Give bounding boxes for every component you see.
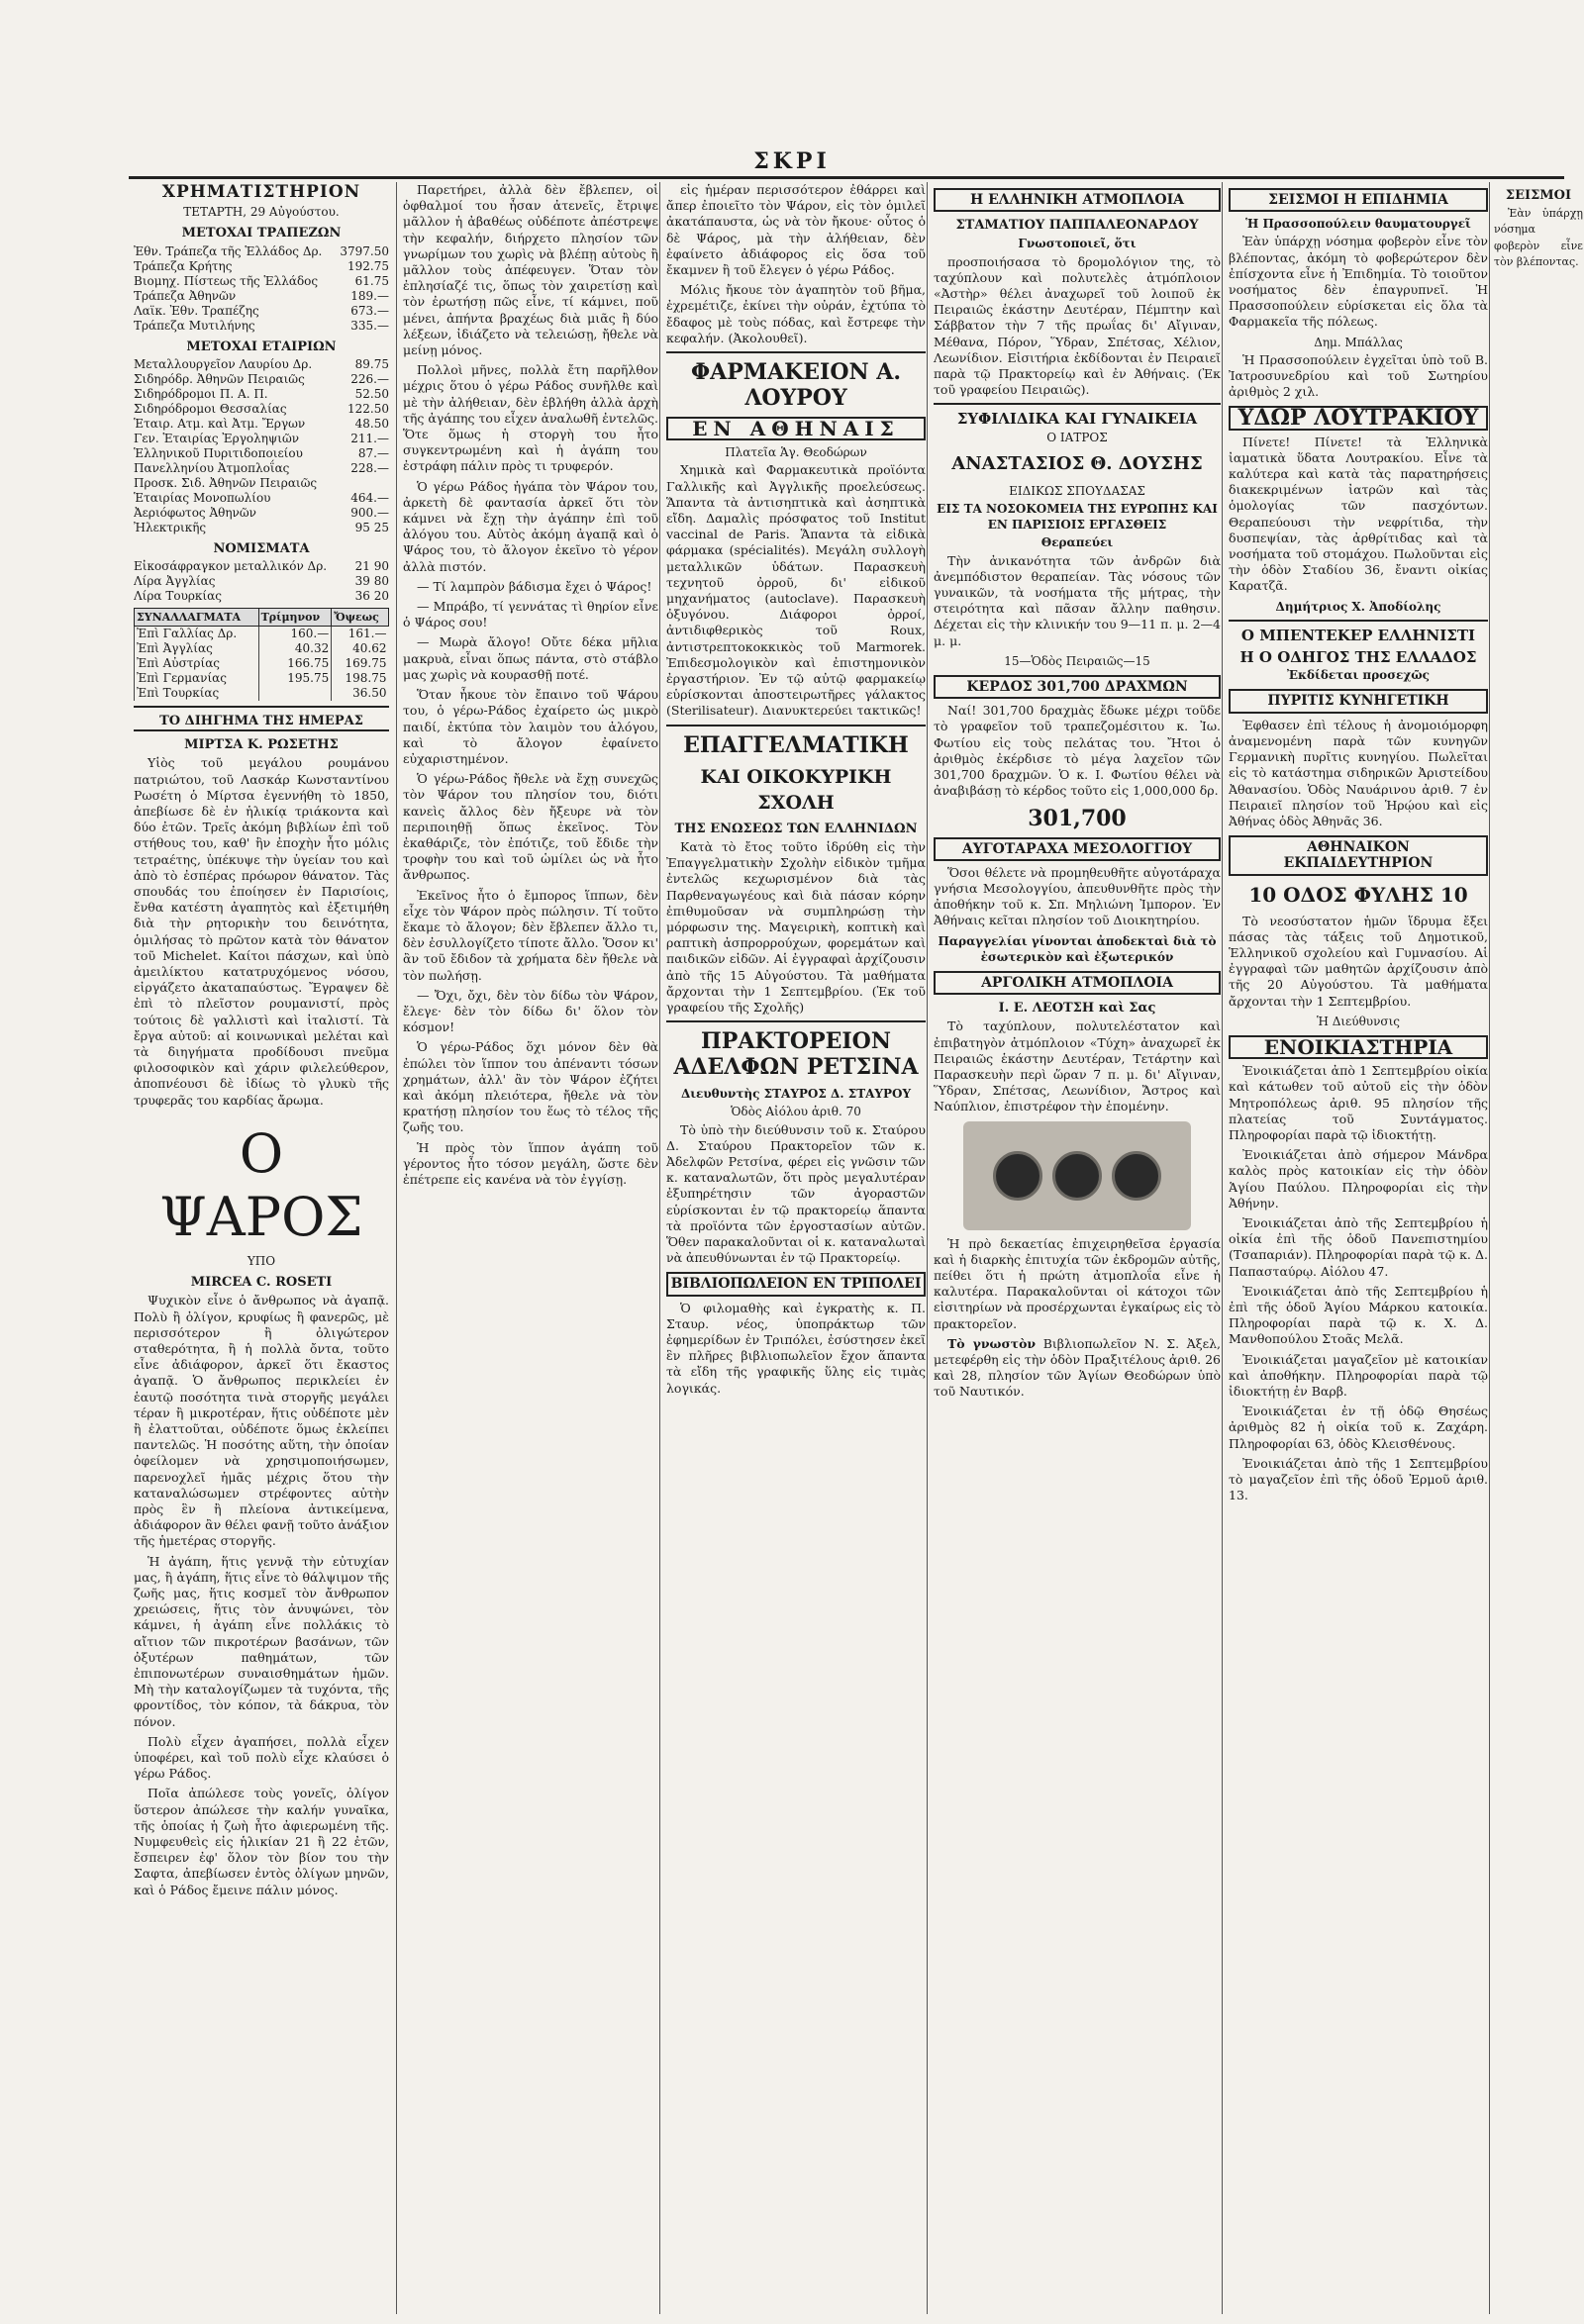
row-value: 39 80 <box>354 574 389 589</box>
row-label: Ἐθν. Τράπεζα τῆς Ἑλλάδος Δρ. <box>134 243 323 258</box>
roe-title: ΑΥΓΟΤΑΡΑΧΑ ΜΕΣΟΛΟΓΓΙΟΥ <box>934 837 1221 861</box>
company-row <box>134 476 389 491</box>
divider <box>666 351 926 353</box>
rentals-list <box>1229 1063 1488 1503</box>
banks-title: ΜΕΤΟΧΑΙ ΤΡΑΠΕΖΩΝ <box>181 226 342 242</box>
rental-item: Ἐνοικιάζεται ἀπὸ τῆς Σεπτεμβρίου ἡ ἐπὶ τῆς ὁδοῦ Ἁγίου Μάρκου κατοικία. Πληροφορίαι παρὰ τῷ κ. Χ. Δ. Μανθοπούλου Στοᾶς Μελᾶ. <box>1229 1283 1488 1347</box>
argolic-subtitle: Ι. Ε. ΛΕΟΤΣΗ καὶ Σας <box>998 1001 1156 1017</box>
row-label: Ἑταιρ. Ατμ. καὶ Ἀτμ. Ἔργων <box>134 416 306 431</box>
fx-row <box>135 686 389 701</box>
advert-illustration <box>963 1121 1191 1230</box>
fx-row <box>135 671 389 686</box>
fx-sight: 198.75 <box>332 671 389 686</box>
story-paragraph: Μόλις ἤκουε τὸν ἀγαπητὸν τοῦ βῆμα, ἐχρεμέτιζε, ἐκίνει τὴν οὐράν, ἐχτύπα τὸ ἔδαφος μὲ τοὺς πόδας, καὶ ἔστρεφε τὴν κεφαλήν. (Ἀκολουθεῖ). <box>666 282 926 345</box>
story-paragraph: Ἐκεῖνος ἦτο ὁ ἔμπορος ἵππων, δὲν εἶχε τὸν Ψάρον πρὸς πώλησιν. Τί τοῦτο ἔκαμε τὸ ἄλογον; δὲν ἔβλεπεν ἄλλο τι, δὲν ἐσυλλογίζετο τίποτε ἄλλο. Ὅσον κι' ἂν τοῦ ἔδιδον τὰ χρήματα δὲν ἤθελε νὰ τὸν πωλήσῃ. <box>403 887 658 983</box>
exchange-title: ΧΡΗΜΑΤΙΣΤΗΡΙΟΝ <box>161 182 361 202</box>
fx-header-name: ΣΥΝΑΛΛΑΓΜΑΤΑ <box>135 609 259 627</box>
story-dialogue: — Ὄχι, ὄχι, δὲν τὸν δίδω τὸν Ψάρον, ἔλεγε· δὲν τὸν δίδω δι' ὅλον τὸν κόσμον! <box>403 987 658 1035</box>
school-title-3: ΤΗΣ ΕΝΩΣΕΩΣ ΤΩΝ ΕΛΛΗΝΙΔΩΝ <box>674 821 918 836</box>
story-paragraph: εἰς ἡμέραν περισσότερον ἐθάρρει καὶ ἄπερ ἐποιεῖτο τὸν Ψάρον, εἰς τὸν ὁμιλεῖ ἀκατάπαυστα, ὡς νὰ τὸν ἤκουε· οὗτος ὁ δὲ Ψάρος, μὰ τὴν ἀλήθειαν, δὲν ἐφαίνετο ἀδιάφορος εἰς ὅσα τοῦ ἔκαμνεν ἢ τοῦ ἔλεγεν ὁ γέρω Ράδος. <box>666 182 926 278</box>
water-text: Πίνετε! Πίνετε! τὰ Ἑλληνικὰ ἰαματικὰ ὕδατα Λουτρακίου. Εἶνε τὰ καλύτερα καὶ κατὰ τὰς παρατηρήσεις διακεκριμένων ἰατρῶν καὶ τὰς ὁμολογίας τῶν πασχόντων. Θεραπεύουσι τὴν νεφρίτιδα, τὴν δυσπεψίαν, τὰς ἀρθρίτιδας καὶ τὰ νοσήματα τοῦ στομάχου. Πωλοῦνται εἰς τὴν ὁδὸν Σταδίου 36, ἔναντι οἰκίας Καρατζᾶ. <box>1229 434 1488 594</box>
coins-table <box>134 559 389 604</box>
roe-text: Ὅσοι θέλετε νὰ προμηθευθῆτε αὐγοτάραχα γνήσια Μεσολογγίου, ἀπευθυνθῆτε πρὸς τὴν ἀποθήκην τοῦ κ. Σπ. Μηλιώνη Ἰμπορον. Ἐν Ἀθήναις κεῖται πλησίον τοῦ Διοικητηρίου. <box>934 864 1221 928</box>
column-2 <box>396 182 658 2314</box>
story-paragraph: Πολὺ εἶχεν ἀγαπήσει, πολλὰ εἶχεν ὑποφέρει, καὶ τοῦ πολὺ εἶχε κλαύσει ὁ γέρω Ράδος. <box>134 1733 389 1782</box>
argolic-text-2: Ἡ πρὸ δεκαετίας ἐπιχειρηθεῖσα ἐργασία καὶ ἡ διαρκὴς ἐπιτυχία τῶν ἐκδρομῶν αὐτῆς, πείθει ὅτι ἡ πρώτη ἀτμοπλοΐα εἶνε ἡ καλυτέρα. Παρακαλοῦνται οἱ κάτοχοι τῶν εἰσιτηρίων νὰ προσέρχωνται ἐγκαίρως εἰς τὸ πρακτορεῖον. <box>934 1235 1221 1331</box>
coin-row <box>134 589 389 604</box>
rental-item: Ἐνοικιάζεται ἀπὸ τῆς 1 Σεπτεμβρίου τὸ μαγαζεῖον ἐπὶ τῆς ὁδοῦ Ἑρμοῦ ἀριθ. 13. <box>1229 1455 1488 1503</box>
story-paragraph: Ἡ ἀγάπη, ἥτις γεννᾷ τὴν εὐτυχίαν μας, ἢ ἀγάπη, ἥτις εἶνε τὸ θάλψιμον τῆς ζωῆς μας, ἥτις κοσμεῖ τὸν ἄνθρωπον χρειώσεις, ἥτις τὸν ἀνυψώνει, τὸν κάμνει, ἡ ἀγάπη εἶνε πολλάκις τὸ αἴτιον τῶν πικροτέρων βασάνων, τῶν ὀξυτέρων παθημάτων, τῶν ἐπιπονωτέρων συναισθημάτων ἡμῶν. Μὴ τὴν καταλογίζωμεν τὰ τυχόντα, τῆς φροντίδος, τὸν κόπον, τὰ δάκρυα, τὸν πόνον. <box>134 1553 389 1729</box>
fx-row <box>135 641 389 656</box>
row-label: Ἑλληνικοῦ Πυριτιδοποιείου <box>134 445 303 460</box>
bookshop-title: Τὸ γνωστὸν <box>947 1335 1037 1351</box>
rental-item: Ἐνοικιάζεται ἀπὸ σήμερον Μάνδρα καλὸς πρὸς κατοικίαν εἰς τὴν ὁδὸν Ἁγίου Παύλου. Πληροφορίαι εἰς τὴν Ἀθήνην. <box>1229 1147 1488 1210</box>
row-label: Τράπεζα Ἀθηνῶν <box>134 288 237 303</box>
guide-title: Ο ΜΠΕΝΤΕΚΕΡ ΕΛΛΗΝΙΣΤΙ <box>1240 626 1476 644</box>
row-value: 89.75 <box>354 356 389 371</box>
row-value: 900.— <box>350 505 389 520</box>
edge-text: Ἐὰν ὑπάρχῃ νόσημα φοβερὸν εἶνε τὸν βλέποντας. <box>1494 207 1583 268</box>
story-paragraph: Ποῖα ἀπώλεσε τοὺς γονεῖς, ὀλίγον ὕστερον ἀπώλεσε τὴν καλήν γυναῖκα, τῆς ὁποίας ἡ ζωὴ ἦτο ἀφιερωμένη τῆς. Νυμφευθεὶς εἰς ἡλικίαν 21 ἢ 22 ἐτῶν, ἔσπειρεν ἐφ' ὅλον τὸν βίον του τὴν Σαφτα, ἀπεβίωσεν ἐντὸς ὀλίγων μηνῶν, καὶ ὁ Ράδος ἔμεινε πάλιν μόνος. <box>134 1786 389 1897</box>
row-label: Λαϊκ. Ἐθν. Τραπέζης <box>134 303 259 318</box>
gunpowder-text: Ἐφθασεν ἐπὶ τέλους ἡ ἀνομοιόμορφη ἀναμενομένη παρὰ τῶν κυνηγῶν Γερμανικὴ πυρῖτις κυνηγίου. Πωλεῖται εἰς τὸ κατάστημα σιδηρικῶν Ἀριστείδου Ἀθανασίου. Ὁδὸς Ναυάρινου ἀριθ. 7 ἐν Πειραιεῖ πλησίον τοῦ Ἡρῴου καὶ εἰς Ἀθήνας ὁδὸς Ἀθηνᾶς 36. <box>1229 717 1488 828</box>
row-label: Σιδηρόδρομοι Π. Α. Π. <box>134 386 268 401</box>
story-paragraph: Πολλοὶ μῆνες, πολλὰ ἔτη παρῆλθον μέχρις ὅτου ὁ γέρω Ράδος συνῆλθε καὶ μὲ τὴν ἀλήθειαν, δὲν ἐβλήθη ἀλλὰ ἀρχὴ τῆς ἀγάπης του εἶχεν ἀναλωθῆ ἐντελῶς. Ὅτε ὅμως ἡ στοργὴ του ἦτο συγκεντρωμένη καὶ ἡ ἀγάπη του ἐστράφη πάλιν πρὸς τι τρυφερόν. <box>403 362 658 474</box>
row-label: Τράπεζα Κρήτης <box>134 258 233 273</box>
story-dialogue: — Μπράβο, τί γεννάτας τὶ θηρίον εἶνε ὁ Ψάρος σου! <box>403 599 658 630</box>
story-paragraph: Ὁ γέρω Ράδος ἠγάπα τὸν Ψάρον του, ἀρκετὴ δὲ φαντασία ἀρκεῖ ὅτι τὸν κάμνει νὰ ἔχῃ τὴν ἀγάπην ἐπὶ τοῦ ἀλόγου του. Αὐτὸς ἀκόμη ἀγαπᾷ καὶ ὁ Ψάρος του, τὸ ἄλογον ἐκεῖνο τὸ γέρον ἀλλὰ πιστόν. <box>403 478 658 574</box>
story-paragraph: Ὁ γέρω-Ράδος ὅχι μόνον δὲν θὰ ἐπώλει τὸν ἵππον του ἀπέναντι τόσων χρημάτων, ἀλλ' ἂν τὸν Ψάρον ἐζήτει καὶ ἀκόμη πλειότερα, ἤθελε νὰ τὸν κρατήσῃ πλησίον του ἕως τὸ τέλος τῆς ζωῆς του. <box>403 1039 658 1135</box>
books-text: Ὁ φιλομαθὴς καὶ ἐγκρατὴς κ. Π. Σταυρ. νέος, ὑποπράκτωρ τῶν ἐφημερίδων ἐν Τριπόλει, ἐσύστησεν ἐκεῖ ἓν πλῆρες βιβλιοπωλεῖον ἔχον ἅπαντα τὰ εἴδη τῆς γραφικῆς ὕλης εἰς τιμὰς λογικάς. <box>666 1300 926 1396</box>
column-1 <box>134 182 389 2314</box>
guide-subtitle: Η Ο ΟΔΗΓΟΣ ΤΗΣ ΕΛΛΑΔΟΣ <box>1239 648 1477 667</box>
row-label: Σιδηρόδρ. Ἀθηνῶν Πειραιῶς <box>134 371 305 386</box>
bank-row <box>134 304 389 319</box>
doctor-address: 15—Ὁδὸς Πειραιῶς—15 <box>1004 653 1150 668</box>
row-label: Βιομηχ. Πίστεως τῆς Ἑλλάδος <box>134 273 319 288</box>
steamship-subtitle: ΣΤΑΜΑΤΙΟΥ ΠΑΠΠΑΛΕΟΝΑΡΔΟΥ <box>955 218 1199 234</box>
fx-row <box>135 627 389 642</box>
fx-3m: 160.— <box>258 627 332 642</box>
agency-text: Τὸ ὑπὸ τὴν διεύθυνσιν τοῦ κ. Σταύρου Δ. Σταύρου Πρακτορεῖον τῶν κ. Ἀδελφῶν Ρετσίνα, φέρει εἰς γνῶσιν τῶν κ. καταναλωτῶν, ὅτι πρὸς μεγαλυτέραν ἐξυπηρέτησιν τῶν ἀγοραστῶν εὑρίσκονται ἐν τῷ πρακτορείῳ ἅπαντα τὰ προϊόντα τῶν ἐργοστασίων αὐτῶν. Ὅθεν παρακαλοῦνται οἱ κ. καταναλωταὶ νὰ ἀπευθύνωνται ἐν τῷ Πρακτορείῳ. <box>666 1121 926 1266</box>
argolic-title: ΑΡΓΟΛΙΚΗ ΑΤΜΟΠΛΟΙΑ <box>934 971 1221 995</box>
fx-table <box>134 608 389 701</box>
doctor-kicker: Θεραπεύει <box>1040 535 1114 550</box>
rental-item: Ἐνοικιάζεται ἀπὸ τῆς Σεπτεμβρίου ἡ οἰκία ἐπὶ τῆς ὁδοῦ Πανεπιστημίου (Τσαπαριάν). Πληροφορίαι παρὰ τῷ κ. Δ. Παπασταύρῳ. Αἰόλου 47. <box>1229 1214 1488 1279</box>
rental-item: Ἐνοικιάζεται ἀπὸ 1 Σεπτεμβρίου οἰκία καὶ κάτωθεν τοῦ αὐτοῦ εἰς τὴν ὁδὸν Μητροπόλεως ἀριθ. 95 πλησίον τῆς πλατείας τοῦ Συντάγματος. Πληροφορίαι παρὰ τῷ ἰδιοκτήτῃ. <box>1229 1063 1488 1142</box>
fx-sight: 40.62 <box>332 641 389 656</box>
argolic-text: Τὸ ταχύπλουν, πολυτελέστατον καὶ ἐπιβατηγὸν ἀτμόπλοιον «Τύχη» ἀναχωρεῖ ἐκ Πειραιῶς ἑκάστην Δευτέραν, Τετάρτην καὶ Παρασκευὴν περὶ ὥραν 7 π. μ. δι' Αἴγιναν, Ὕδραν, Σπέτσας, Λεωνίδιον, Ἄστρος καὶ Ναύπλιον, ἐπιστρέφον τὴν ἑπομένην. <box>934 1018 1221 1114</box>
gunpowder-title: ΠΥΡΙΤΙΣ ΚΥΝΗΓΕΤΙΚΗ <box>1229 689 1488 713</box>
row-value: 95 25 <box>354 520 389 534</box>
companies-title: ΜΕΤΟΧΑΙ ΕΤΑΙΡΙΩΝ <box>186 339 337 354</box>
fx-3m: 40.32 <box>258 641 332 656</box>
row-label: Μεταλλουργεῖον Λαυρίου Δρ. <box>134 356 313 371</box>
lottery-title: ΚΕΡΔΟΣ 301,700 ΔΡΑΧΜΩΝ <box>934 675 1221 699</box>
row-value: 122.50 <box>347 401 389 416</box>
divider <box>134 706 389 708</box>
fx-name: Ἐπὶ Αὐστρίας <box>135 656 259 671</box>
company-row <box>134 432 389 446</box>
coins-title: ΝΟΜΙΣΜΑΤΑ <box>213 540 310 556</box>
guide-kicker: Ἐκδίδεται προσεχῶς <box>1287 668 1430 683</box>
rentals-title: ΕΝΟΙΚΙΑΣΤΗΡΙΑ <box>1229 1035 1488 1059</box>
fx-name: Ἐπὶ Τουρκίας <box>135 686 259 701</box>
epidemic-note: Ἡ Πρασσοπούλειν ἐγχεῖται ὑπὸ τοῦ Β. Ἰατροσυνεδρίου καὶ τοῦ Σωτηρίου ἀριθμὸς 2 χιλ. <box>1229 351 1488 400</box>
school-text: Κατὰ τὸ ἔτος τοῦτο ἱδρύθη εἰς τὴν Ἐπαγγελματικὴν Σχολὴν εἰδικὸν τμῆμα ἐντελῶς κεχωρισμένον διὰ τὰς Παρθεναγωγέους καὶ διὰ πάσαν κόρην ἐπιθυμοῦσαν νὰ συμπληρώσῃ τὴν μόρφωσιν της. Μαγειρικὴ, κοπτικὴ καὶ ραπτικὴ ἀσπρορρούχων, φορεμάτων καὶ παιδικῶν εἰδῶν. Αἱ ἐγγραφαὶ ἀρχίζουσιν ἀπὸ τῆς 15 Αὐγούστου. Τὰ μαθήματα ἄρχονται τὴν 1 Σεπτεμβρίου. (Ἐκ τοῦ γραφείου τῆς Σχολῆς) <box>666 838 926 1015</box>
row-label: Γεν. Ἑταιρίας Ἐργοληψιῶν <box>134 431 300 445</box>
company-row <box>134 402 389 417</box>
row-value: 21 90 <box>354 559 389 574</box>
doctor-name: ΑΝΑΣΤΑΣΙΟΣ Θ. ΔΟΥΣΗΣ <box>951 452 1203 474</box>
row-value: 228.— <box>350 460 389 475</box>
bookshop-text: Βιβλιοπωλεῖον Ν. Σ. Ἀξελ, μετεφέρθη εἰς τὴν ὁδὸν Πραξιτέλους ἀριθ. 26 καὶ 28, πλησίον τῶν Ἁγίων Θεοδώρων ὑπὸ τοῦ Ναυτικόν. <box>934 1335 1221 1400</box>
water-title: ΥΔΩΡ ΛΟΥΤΡΑΚΙΟΥ <box>1229 406 1488 430</box>
fx-sight: 161.— <box>332 627 389 642</box>
school-title-2: ΚΑΙ ΟΙΚΟΚΥΡΙΚΗ ΣΧΟΛΗ <box>700 765 892 814</box>
row-value: 211.— <box>350 431 389 445</box>
fx-row <box>135 656 389 671</box>
coin-image <box>1112 1151 1161 1201</box>
row-label: Πανελληνίου Ἀτμοπλοΐας <box>134 460 290 475</box>
row-value: 87.— <box>357 445 389 460</box>
fx-name: Ἐπὶ Γαλλίας Δρ. <box>135 627 259 642</box>
doctor-pre: Ο ΙΑΤΡΟΣ <box>1046 430 1108 444</box>
edge-title: ΣΕΙΣΜΟΙ <box>1505 188 1572 203</box>
coin-image <box>1052 1151 1102 1201</box>
bank-row <box>134 244 389 259</box>
company-row <box>134 461 389 476</box>
agency-address: Ὁδὸς Αἰόλου ἀριθ. 70 <box>731 1105 861 1119</box>
masthead: ΣΚΡΙ <box>753 148 831 174</box>
rental-item: Ἐνοικιάζεται μαγαζεῖον μὲ κατοικίαν καὶ ἀποθήκην. Πληροφορίαι παρὰ τῷ ἰδιοκτήτῃ ἐν Βαρβ. <box>1229 1351 1488 1399</box>
row-label: Ἑταιρίας Μονοπωλίου <box>134 490 271 505</box>
epidemic-text: Ἐὰν ὑπάρχῃ νόσημα φοβερὸν εἶνε τὸν βλέποντας, ἀκόμη τὸ φοβερώτερον δὲν ἐπίσχοντα εἶνε ἡ Ἐπιδημία. Τὸ τοιοῦτον νοσήματος δὲν ἐπαγρυπνεῖ. Ἡ Πρασσοπούλειν εὑρίσκεται εἰς ὅλα τὰ Φαρμακεῖα τῆς πόλεως. <box>1229 234 1488 330</box>
banks-table <box>134 244 389 334</box>
company-row <box>134 387 389 402</box>
row-label: Λίρα Τουρκίας <box>134 589 222 604</box>
pharmacy-subtitle: ΕΝ ΑΘΗΝΑΙΣ <box>666 417 926 440</box>
company-row <box>134 417 389 432</box>
divider <box>934 403 1221 405</box>
company-row <box>134 357 389 372</box>
story-author: MIRCEA C. ROSETI <box>190 1275 333 1291</box>
coin-image <box>993 1151 1042 1201</box>
row-value: 335.— <box>350 318 389 333</box>
row-value: 673.— <box>350 303 389 318</box>
bank-row <box>134 259 389 274</box>
pharmacy-title: ΦΑΡΜΑΚΕΙΟΝ Α. ΛΟΥΡΟΥ <box>690 359 902 412</box>
story-by: ΥΠΟ <box>247 1253 276 1268</box>
column-4 <box>927 182 1221 2314</box>
story-dialogue: — Τί λαμπρὸν βάδισμα ἔχει ὁ Ψάρος! <box>417 578 652 594</box>
fx-header-sight: Ὄψεως <box>332 609 389 627</box>
bank-row <box>134 274 389 289</box>
epidemic-title: ΣΕΙΣΜΟΙ Η ΕΠΙΔΗΜΙΑ <box>1229 188 1488 212</box>
story-kicker: ΤΟ ΔΙΗΓΗΜΑ ΤΗΣ ΗΜΕΡΑΣ <box>134 714 389 731</box>
fx-name: Ἐπὶ Ἀγγλίας <box>135 641 259 656</box>
column-6 <box>1489 182 1583 2314</box>
bank-row <box>134 319 389 334</box>
story-paragraph: Ἡ πρὸς τὸν ἵππον ἀγάπη τοῦ γέροντος ἦτο τόσον μεγάλη, ὥστε δὲν ἐπέτρεπε εἰς κανένα νὰ τὸν ἐγγίσῃ. <box>403 1139 658 1187</box>
row-value: 61.75 <box>354 273 389 288</box>
school-title-1: ΕΠΑΓΓΕΛΜΑΤΙΚΗ <box>683 731 909 758</box>
lottery-text: Ναί! 301,700 δραχμὰς ἔδωκε μέχρι τοῦδε τὸ γραφεῖον τοῦ τραπεζομέσιτου κ. Ἰω. Φωτίου εἰς τοὺς πελάτας του. Ἤτοι ὁ ἀριθμὸς ἐκέρδισε τὸ μέγα λαχεῖον τῶν 301,700 δραχμῶν. Ὁ κ. Ι. Φωτίου θέλει νὰ ἀναβιβάσῃ τὸ κέρδος τοῦτο εἰς 1,000,000 δρ. <box>934 703 1221 799</box>
company-row <box>134 521 389 535</box>
company-row <box>134 372 389 387</box>
company-row <box>134 446 389 461</box>
companies-table <box>134 357 389 535</box>
story-paragraph: Παρετήρει, ἀλλὰ δὲν ἔβλεπεν, οἱ ὀφθαλμοί του ἦσαν ἀτενεῖς, ἔτριψε μᾶλλον ἡ ἀβαθέως οὐδέποτε ἀπέστρεψε τὴν κεφαλήν, διήρχετο πλησίον τῶν γνωρίμων του χωρὶς νὰ βλέπῃ αὐτοὺς ἢ μᾶλλον τοὺς ἀπέφευγεν. Ὅταν τὸν ἐπλησίαζέ τις, ὅπως τὸν χαιρετίσῃ καὶ τὸν ἐρωτήσῃ πῶς εἶνε, τί κάμνει, ποῦ μένει, ἀπήντα βραχέως διὰ μιᾶς ἢ δύο λέξεων, ἰδιάζετο νὰ τελειώσῃ, ἤθελε νὰ μείνῃ μόνος. <box>403 182 658 358</box>
doctor-where: ΕΙΣ ΤΑ ΝΟΣΟΚΟΜΕΙΑ ΤΗΣ ΕΥΡΩΠΗΣ ΚΑΙ ΕΝ ΠΑΡΙΣΙΟΙΣ ΕΡΓΑΣΘΕΙΣ <box>937 502 1218 533</box>
row-value: 189.— <box>350 288 389 303</box>
story-dialogue: — Μωρὰ ἄλογο! Οὔτε δέκα μῆλια μακρυὰ, εἶναι ὅπως πάντα, στὸ στάβλο μας χωρὶς νὰ κουρασθῇ ποτέ. <box>403 634 658 682</box>
row-label: Εἰκοσάφραγκον μεταλλικόν Δρ. <box>134 559 328 574</box>
story-paragraph: Ψυχικὸν εἶνε ὁ ἄνθρωπος νὰ ἀγαπᾷ. Πολὺ ἢ ὀλίγον, κρυφίως ἢ φανερῶς, μὲ περισσότερον ἢ ὀλιγώτερον σταθερότητα, ἢ ἡ πολλὰ ὄντα, τοῦτο εἶνε ἀδιάφορον, ἀρκεῖ ὅτι ἔκαστος ἀγαπᾷ. Ὁ ἄνθρωπος περικλείει ἐν ἑαυτῷ ποσότητα τινὰ στοργῆς μεγάλει τέραν ἢ μικροτέραν, ἥτις οὐδέποτε μὲν ἢ ἐλαττοῦται, οὐδέποτε ὅμως ἐκλείπει παντελῶς. Ἡ ποσότης αὕτη, τὴν ὁποίαν ὀφείλομεν νὰ χρησιμοποιήσωμεν, παρενοχλεῖ ἡμᾶς μέχρις ὅτου τὴν καταναλώσωμεν στρέφοντες αὐτὴν πρὸς ἓν ἢ πλείονα ἀντικείμενα, ἀδιάφορον ἂν θέλει φανῇ τοῦτο ἀνάξιον τῆς ἡμετέρας στοργῆς. <box>134 1293 389 1549</box>
row-value: 192.75 <box>347 258 389 273</box>
steamship-text: προσποιήσασα τὸ δρομολόγιον της, τὸ ταχύπλουν καὶ πολυτελὲς ἀτμόπλοιον «Ἀστὴρ» θέλει ἀναχωρεῖ τοῦ λοιποῦ ἐκ Πειραιῶς ἑκάστην Δευτέραν, Πέμπτην καὶ Σάββατον τὴν 7 τῆς πρωΐας δι' Αἴγιναν, Μέθανα, Πόρον, Ὕδραν, Σπέτσας, Χέλιον, Λεωνίδιον. Εἰσιτήρια ἐκδίδονται ἐν Πειραιεῖ παρὰ τῷ Πρακτορείῳ καὶ ἐν Ἀθήναις. (Ἐκ τοῦ γραφείου Πειραιῶς). <box>934 253 1221 398</box>
divider <box>666 1020 926 1022</box>
row-label: Προσκ. Σιδ. Ἀθηνῶν Πειραιῶς <box>134 475 318 490</box>
author-name: ΜΙΡΤΣΑ Κ. ΡΩΣΕΤΗΣ <box>184 737 339 753</box>
row-value: 3797.50 <box>340 243 389 258</box>
masthead-rule <box>129 176 1564 179</box>
bank-row <box>134 289 389 304</box>
fx-sight: 36.50 <box>332 686 389 701</box>
fx-3m <box>258 686 332 701</box>
coin-row <box>134 574 389 589</box>
row-value: 464.— <box>350 490 389 505</box>
author-bio: Υἱὸς τοῦ μεγάλου ρουμάνου πατριώτου, τοῦ Λασκάρ Κωνσταντίνου Ρωσέτη ὁ Μίρτσα ἐγεννήθη τὸ 1850, ἀπεβίωσε δὲ ἐν ἡλικίᾳ τριάκοντα καὶ δύο ἐτῶν. Τρεῖς ἀκόμη βιβλίων ἐπὶ τοῦ στήθους του, καθ' ἣν ἐποχὴν ἦτο μόλις τετραέτης, ὑπέκυψε τὴν ὑγείαν του καὶ ἀπὸ τὸ ἐσπέρας πρόωρον θάνατον. Τὰς σπουδάς του ἐποίησεν ἐν Παρισίοις, ἔνθα κατέστη ἀγαπητὸς καὶ ἐξετιμήθη διὰ τὴν ρητορικὴν του δεινότητα, ὁμιλήσας τὸ πρῶτον κατὰ τὸν θάνατον τοῦ Michelet. Καίτοι πάσχων, καὶ ὑπὸ ἀμειλίκτου κατατρυχόμενος νόσου, εἰργάζετο ἀκαταπαύστως. Ἔγραψεν δὲ ἐπὶ τὸ πλεῖστον ρουμανιστί, πρὸς τούτοις δὲ γαλλιστὶ καὶ ἰταλιστί. Τὰ ἔργα αὐτοῦ: αἱ κοινωνικαὶ μελέται καὶ τὰ διηγήματα προδίδουσι πνεῦμα φιλοσοφικὸν καὶ χάριν φιλελεύθερον, ἀποπνέουσι δὲ ἰδίως τὸ γλυκὺ τῆς τρυφερᾶς του καρδίας ἄρωμα. <box>134 755 389 1108</box>
doctor-text: Τὴν ἀνικανότητα τῶν ἀνδρῶν διὰ ἀνεμπόδιστον θεραπείαν. Τὰς νόσους τῶν γυναικῶν, τὰ νοσήματα τῆς μήτρας, τὴν στειρότητα καὶ πᾶσαν ἄλλην παθησιν. Δέχεται εἰς τὴν κλινικήν του 9—11 π. μ. 2—4 μ. μ. <box>934 552 1221 648</box>
doctor-title: ΣΥΦΙΛΙΔΙΚΑ ΚΑΙ ΓΥΝΑΙΚΕΙΑ <box>956 410 1198 429</box>
agency-director: Διευθυντὴς ΣΤΑΥΡΟΣ Δ. ΣΤΑΥΡΟΥ <box>680 1087 912 1102</box>
row-label: Λίρα Ἀγγλίας <box>134 574 216 589</box>
fx-3m: 166.75 <box>258 656 332 671</box>
fx-3m: 195.75 <box>258 671 332 686</box>
story-title: Ο ΨΑΡΟΣ <box>159 1121 363 1248</box>
books-title: ΒΙΒΛΙΟΠΩΛΕΙΟΝ ΕΝ ΤΡΙΠΟΛΕΙ <box>666 1272 926 1296</box>
school-ad-subtitle: 10 ΟΔΟΣ ΦΥΛΗΣ 10 <box>1248 882 1468 907</box>
column-5 <box>1222 182 1488 2314</box>
row-label: Τράπεζα Μυτιλήνης <box>134 318 255 333</box>
row-label: Σιδηρόδρομοι Θεσσαλίας <box>134 401 287 416</box>
row-label: Ἀεριόφωτος Ἀθηνῶν <box>134 505 256 520</box>
steamship-kicker: Γνωστοποιεῖ, ὅτι <box>1018 237 1137 251</box>
row-value <box>342 476 389 491</box>
doctor-spec: ΕΙΔΙΚΩΣ ΣΠΟΥΔΑΣΑΣ <box>1009 483 1145 498</box>
coin-row <box>134 559 389 574</box>
fx-sight: 169.75 <box>332 656 389 671</box>
school-ad-sign: Ἡ Διεύθυνσις <box>1316 1014 1401 1028</box>
pharmacy-address: Πλατεῖα Ἁγ. Θεοδώρων <box>725 445 867 460</box>
agency-title: ΠΡΑΚΤΟΡΕΙΟΝ ΑΔΕΛΦΩΝ ΡΕΤΣΙΝΑ <box>673 1028 919 1081</box>
fx-name: Ἐπὶ Γερμανίας <box>135 671 259 686</box>
epidemic-subtitle: Ἡ Πρασσοπούλειν θαυματουργεῖ <box>1245 217 1471 232</box>
story-paragraph: Ὅταν ἦκουε τὸν ἔπαινο τοῦ Ψάρου του, ὁ γέρω-Ράδος ἐχαίρετο ὡς μικρὸ παιδί, ἐκτύπα τὸν λαιμὸν του ἀλόγου, καὶ τὸ ἄλογον ἐφαίνετο εὐχαριστημένον. <box>403 687 658 766</box>
row-value: 36 20 <box>354 589 389 604</box>
pharmacy-text: Χημικὰ καὶ Φαρμακευτικὰ προϊόντα Γαλλικῆς καὶ Ἀγγλικῆς προελεύσεως. Ἅπαντα τὰ ἀντισηπτικὰ καὶ ἀσηπτικὰ εἴδη. Δαμαλὶς πρόσφατος τοῦ Institut vaccinal de Paris. Ἅπαντα τὰ εἰδικὰ φάρμακα (spécialités). Μεγάλη συλλογὴ μεταλλικῶν ὑδάτων. Παρασκευὴ τεχνητοῦ ὀρροῦ, δι' εἰδικοῦ μηχανήματος (autoclave). Παρασκευὴ ὀξυγόνου. Διάφοροι ὀρροί, ἀντιδιφθερικὸς τοῦ Roux, ἀντιστρεπτοκοκκικὸς τοῦ Marmorek. Ἐπιδεσμολογικὸν καὶ ἐπιστημονικὸν ἐργαστήριον. Ἐν τῷ αὐτῷ φαρμακείῳ εὑρίσκονται ἀποστειρωτῆρες γάλακτος (Sterilisateur). Διανυκτερεύει τακτικῶς! <box>666 462 926 719</box>
story-paragraph: Ὁ γέρω-Ράδος ἤθελε νὰ ἔχῃ συνεχῶς τὸν Ψάρον του πλησίον του, διότι κανεὶς ἄλλος δὲν ἤξευρε νὰ τὸν περιποιηθῇ ὅπως ἐκεῖνος. Τὸν ἐκαθάριζε, τὸν ἐπότιζε, τοῦ ἔδιδε τὴν τροφὴν του καὶ τοῦ ὡμίλει ὡς νὰ ἦτο ἄνθρωπος. <box>403 771 658 883</box>
row-value: 226.— <box>350 371 389 386</box>
row-value: 52.50 <box>354 386 389 401</box>
epidemic-sign: Δημ. Μπάλλας <box>1314 335 1403 349</box>
water-sign: Δημήτριος Χ. Ἀποδίολης <box>1275 599 1441 614</box>
column-3 <box>659 182 926 2314</box>
divider <box>666 725 926 726</box>
exchange-date: ΤΕΤΑΡΤΗ, 29 Αὐγούστου. <box>183 205 340 220</box>
fx-header-3m: Τρίμηνον <box>258 609 332 627</box>
steamship-title: Η ΕΛΛΗΝΙΚΗ ΑΤΜΟΠΛΟΙΑ <box>934 188 1221 212</box>
lottery-big-number: 301,700 <box>1028 805 1127 831</box>
row-value: 48.50 <box>354 416 389 431</box>
rental-item: Ἐνοικιάζεται ἐν τῇ ὁδῷ Θησέως ἀριθμὸς 82 ἡ οἰκία τοῦ κ. Ζαχάρη. Πληροφορίαι 63, ὁδὸς Κλεισθένους. <box>1229 1404 1488 1451</box>
company-row <box>134 491 389 506</box>
divider <box>1229 620 1488 622</box>
row-label: Ἠλεκτρικῆς <box>134 520 207 534</box>
school-ad-text: Τὸ νεοσύστατον ἡμῶν ἵδρυμα ἔξει πάσας τὰς τάξεις τοῦ Δημοτικοῦ, Ἑλληνικοῦ σχολείου καὶ Γυμνασίου. Αἱ ἐγγραφαὶ τῶν μαθητῶν ἀρχίζουσιν ἀπὸ τῆς 20 Αὐγούστου. Τὰ μαθήματα ἄρχονται τὴν 1 Σεπτεμβρίου. <box>1229 913 1488 1009</box>
roe-note: Παραγγελίαι γίνονται ἀποδεκταὶ διὰ τὸ ἐσωτερικὸν καὶ ἐξωτερικόν <box>938 933 1217 964</box>
school-ad-title: ΑΘΗΝΑΙΚΟΝ ΕΚΠΑΙΔΕΥΤΗΡΙΟΝ <box>1229 835 1488 875</box>
company-row <box>134 506 389 521</box>
